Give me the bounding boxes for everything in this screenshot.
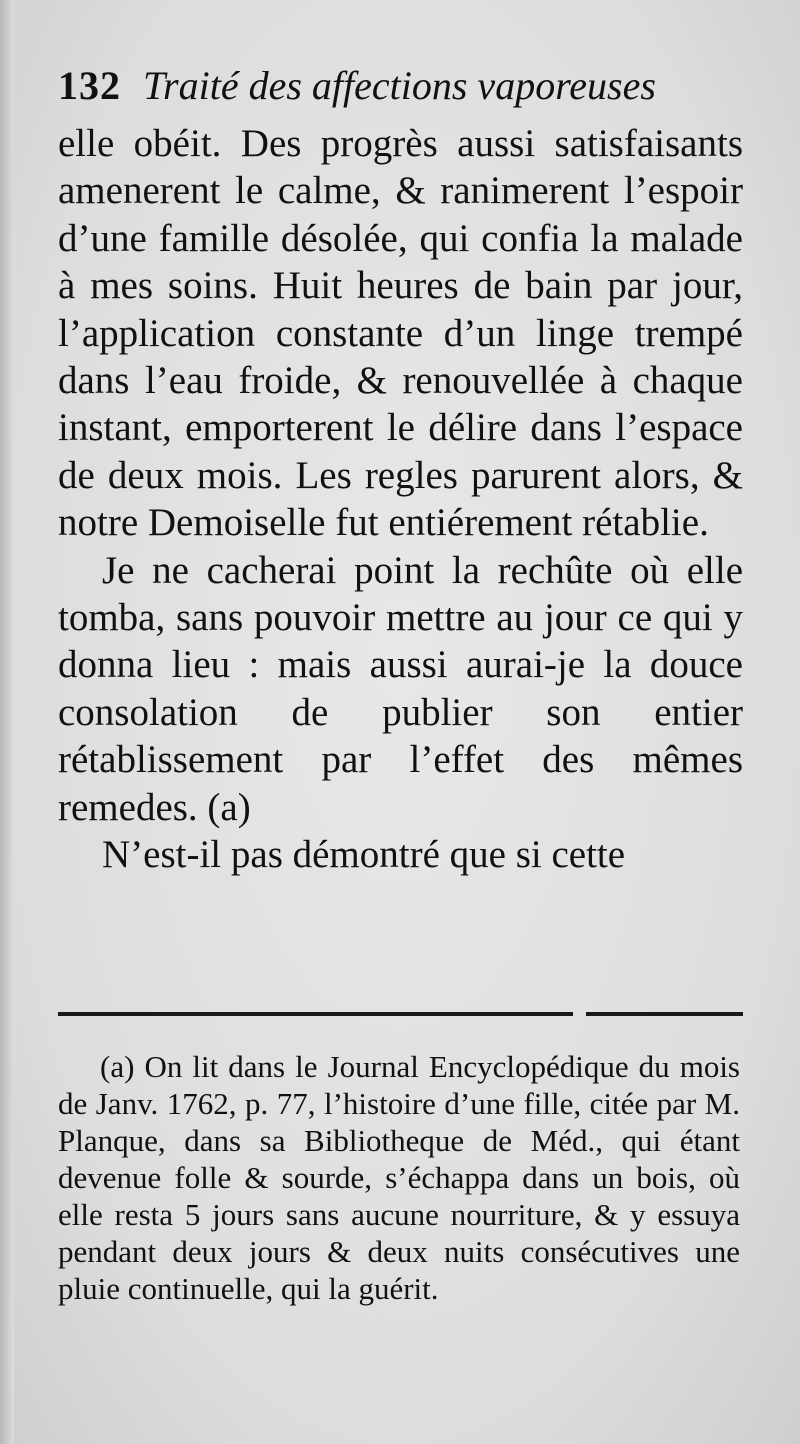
page-edge-shadow bbox=[0, 0, 14, 1444]
running-title: Traité des affections vaporeuses bbox=[143, 63, 656, 108]
footnote-separator bbox=[58, 1008, 743, 1022]
separator-rule-short bbox=[586, 1012, 743, 1016]
paragraph-1: elle obéit. Des progrès aussi satisfaisants amenerent le calme, & ranimerent l’espoir d’une famille désolée, qui confia la malade à mes soins. Huit heures de bain par jour, l’application constante d’un linge trempé dans l’eau froide, & renouvellée à chaque instant, emporterent le délire dans l’espace de deux mois. Les regles parurent alors, & notre Demoiselle fut entiérement rétablie. bbox=[58, 122, 743, 545]
main-text bbox=[58, 120, 743, 879]
page-number: 132 bbox=[58, 63, 121, 108]
paragraph-3: N’est-il pas démontré que si cette bbox=[102, 833, 626, 877]
separator-rule-long bbox=[58, 1012, 573, 1016]
footnote bbox=[58, 1048, 740, 1307]
footnote-text: (a) On lit dans le Journal Encyclopédique du mois de Janv. 1762, p. 77, l’histoire d’une fille, citée par M. Planque, dans sa Bibliotheque de Méd., qui étant devenue folle & sourde, s’échappa dans un bois, où elle resta 5 jours sans aucune nourriture, & y essuya pendant deux jours & deux nuits consécutives une pluie continuelle, qui la guérit. bbox=[58, 1049, 740, 1306]
paragraph-2: Je ne cacherai point la rechûte où elle tomba, sans pouvoir mettre au jour ce qui y donna lieu : mais aussi aurai-je la douce consolation de publier son entier rétablissement par l’effet des mêmes remedes. (a) bbox=[58, 548, 743, 829]
running-header bbox=[58, 58, 748, 114]
